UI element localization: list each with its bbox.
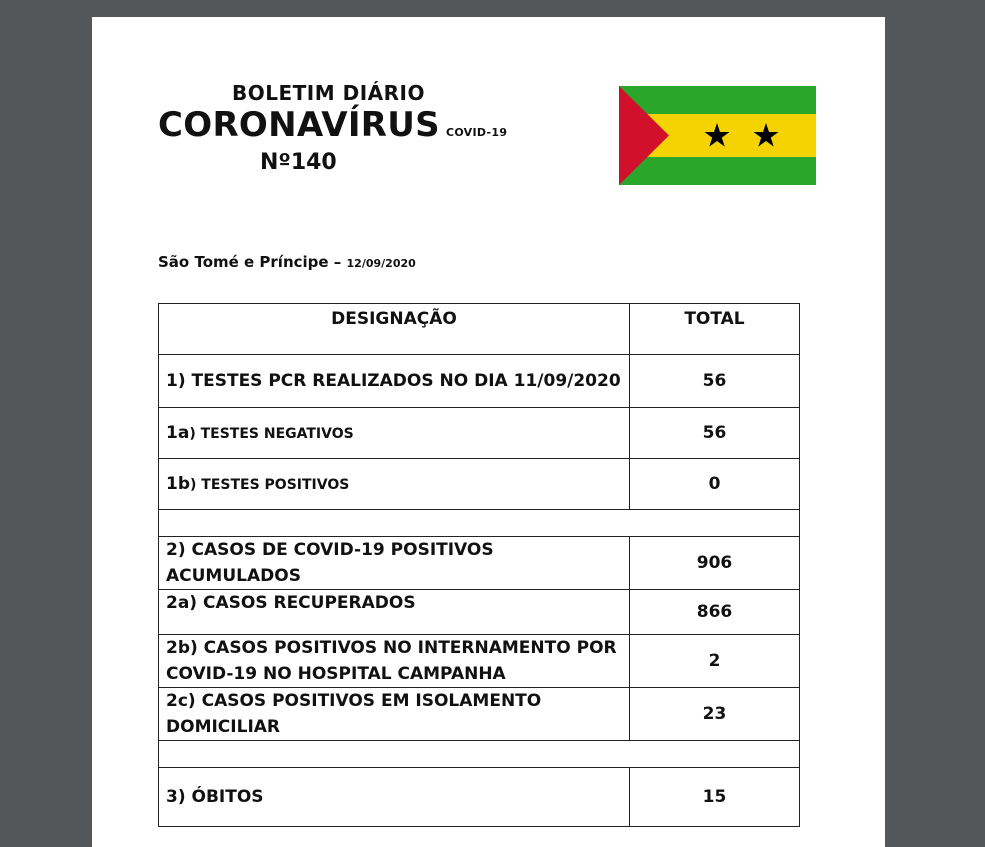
- header-total: TOTAL: [630, 304, 800, 355]
- row-label: 2b) CASOS POSITIVOS NO INTERNAMENTO POR COVID-19 NO HOSPITAL CAMPANHA: [159, 635, 630, 688]
- header-designation: DESIGNAÇÃO: [159, 304, 630, 355]
- row-label: 1) TESTES PCR REALIZADOS NO DIA 11/09/2020: [159, 355, 630, 408]
- table-row: [159, 768, 800, 827]
- location-date: 12/09/2020: [346, 257, 416, 270]
- row-label: 2) CASOS DE COVID-19 POSITIVOS ACUMULADOS: [159, 537, 630, 590]
- row-total: 56: [630, 355, 800, 408]
- row-total: 23: [630, 688, 800, 741]
- row-label: [159, 408, 630, 459]
- row-total: 56: [630, 408, 800, 459]
- sao-tome-flag-icon: [619, 86, 816, 185]
- row-total: 0: [630, 459, 800, 510]
- bulletin-title: BOLETIM DIÁRIO: [232, 81, 425, 105]
- table-row: [159, 537, 800, 590]
- table-row: [159, 688, 800, 741]
- row-label-prefix: 1b: [166, 473, 190, 494]
- row-label: 2c) CASOS POSITIVOS EM ISOLAMENTO DOMICILIAR: [159, 688, 630, 741]
- row-label-prefix: 1a: [166, 422, 190, 443]
- main-title-sub: COVID-19: [445, 126, 508, 139]
- row-label: 2a) CASOS RECUPERADOS: [159, 590, 630, 635]
- main-title-text: CORONAVÍRUS: [158, 105, 440, 145]
- location-place: São Tomé e Príncipe –: [158, 253, 342, 271]
- table-row: [159, 355, 800, 408]
- table-spacer-row: [159, 510, 800, 537]
- table-spacer-row: [159, 741, 800, 768]
- table-header-row: [159, 304, 800, 355]
- row-label: 3) ÓBITOS: [159, 768, 630, 827]
- spacer-cell: [159, 741, 800, 768]
- row-total: 2: [630, 635, 800, 688]
- row-total: 866: [630, 590, 800, 635]
- location-line: [158, 253, 416, 271]
- row-label-text: ) TESTES NEGATIVOS: [189, 425, 354, 442]
- table-row: [159, 408, 800, 459]
- row-label-text: ) TESTES POSITIVOS: [190, 476, 350, 493]
- spacer-cell: [159, 510, 800, 537]
- table-row: [159, 635, 800, 688]
- row-total: 906: [630, 537, 800, 590]
- covid-table: [158, 303, 800, 827]
- bulletin-number: Nº140: [260, 150, 337, 175]
- table-row: [159, 459, 800, 510]
- row-label: [159, 459, 630, 510]
- bulletin-main-title: [158, 105, 507, 145]
- row-total: 15: [630, 768, 800, 827]
- document-page: [92, 17, 885, 847]
- table-row: [159, 590, 800, 635]
